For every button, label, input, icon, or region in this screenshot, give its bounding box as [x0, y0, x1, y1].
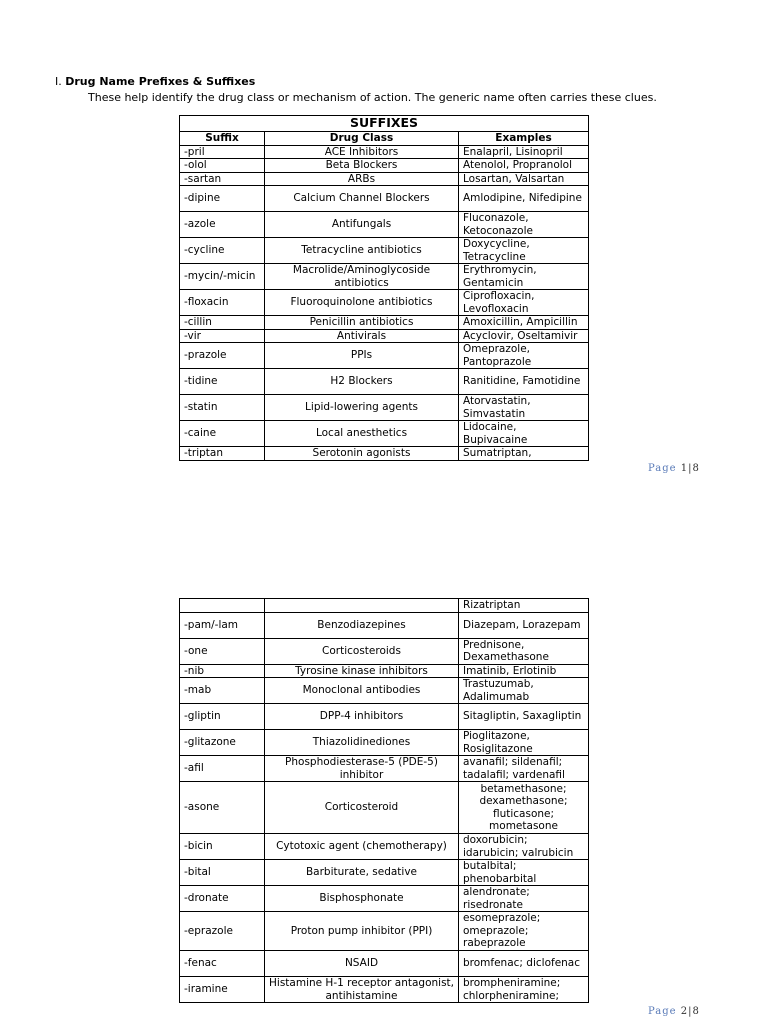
- suffix-cell: [180, 599, 265, 613]
- table-row: [180, 264, 589, 290]
- table-row: [180, 369, 589, 395]
- suffix-cell: -bicin: [180, 834, 265, 860]
- examples-cell: Doxycycline, Tetracycline: [459, 238, 589, 264]
- suffix-cell: -prazole: [180, 343, 265, 369]
- drug-class-cell: ARBs: [265, 172, 459, 186]
- table-row: [180, 730, 589, 756]
- drug-class-cell: Benzodiazepines: [265, 612, 459, 638]
- examples-cell: Rizatriptan: [459, 599, 589, 613]
- table-row: [180, 664, 589, 678]
- drug-class-cell: Penicillin antibiotics: [265, 316, 459, 330]
- examples-cell: Acyclovir, Oseltamivir: [459, 329, 589, 343]
- examples-cell: Prednisone, Dexamethasone: [459, 638, 589, 664]
- table-row: [180, 977, 589, 1003]
- suffix-cell: -iramine: [180, 977, 265, 1003]
- page-total: 8: [692, 1006, 700, 1017]
- examples-cell: Amlodipine, Nifedipine: [459, 186, 589, 212]
- examples-cell: Diazepam, Lorazepam: [459, 612, 589, 638]
- table-row: [180, 395, 589, 421]
- section-title: Drug Name Prefixes & Suffixes: [65, 75, 256, 88]
- suffix-cell: -azole: [180, 212, 265, 238]
- table-row: [180, 186, 589, 212]
- drug-class-cell: Calcium Channel Blockers: [265, 186, 459, 212]
- drug-class-cell: DPP-4 inhibitors: [265, 704, 459, 730]
- table-row: [180, 447, 589, 461]
- examples-cell: Omeprazole, Pantoprazole: [459, 343, 589, 369]
- suffix-cell: -olol: [180, 159, 265, 173]
- drug-class-cell: Monoclonal antibodies: [265, 678, 459, 704]
- table-row: [180, 343, 589, 369]
- suffix-cell: -tidine: [180, 369, 265, 395]
- drug-class-cell: Proton pump inhibitor (PPI): [265, 912, 459, 951]
- suffix-cell: -triptan: [180, 447, 265, 461]
- drug-class-cell: Corticosteroids: [265, 638, 459, 664]
- examples-cell: butalbital; phenobarbital: [459, 860, 589, 886]
- page-number-1: Page 1|8: [648, 463, 700, 474]
- table-row: [180, 172, 589, 186]
- page-label: Page: [648, 463, 677, 474]
- suffix-cell: -floxacin: [180, 290, 265, 316]
- drug-class-cell: Thiazolidinediones: [265, 730, 459, 756]
- suffix-cell: -cillin: [180, 316, 265, 330]
- table-row: [180, 782, 589, 834]
- drug-class-cell: Tyrosine kinase inhibitors: [265, 664, 459, 678]
- drug-class-cell: Tetracycline antibiotics: [265, 238, 459, 264]
- drug-class-cell: Fluoroquinolone antibiotics: [265, 290, 459, 316]
- suffix-cell: -dronate: [180, 886, 265, 912]
- examples-cell: esomeprazole; omeprazole; rabeprazole: [459, 912, 589, 951]
- drug-class-cell: Beta Blockers: [265, 159, 459, 173]
- examples-cell: Trastuzumab, Adalimumab: [459, 678, 589, 704]
- drug-class-cell: PPIs: [265, 343, 459, 369]
- column-header-drug-class: Drug Class: [265, 132, 459, 146]
- examples-cell: Enalapril, Lisinopril: [459, 145, 589, 159]
- table-row: [180, 912, 589, 951]
- drug-class-cell: ACE Inhibitors: [265, 145, 459, 159]
- drug-class-cell: H2 Blockers: [265, 369, 459, 395]
- table-row: [180, 212, 589, 238]
- examples-cell: Amoxicillin, Ampicillin: [459, 316, 589, 330]
- drug-class-cell: Antifungals: [265, 212, 459, 238]
- suffix-cell: -statin: [180, 395, 265, 421]
- table-caption: SUFFIXES: [180, 116, 589, 132]
- drug-class-cell: Lipid-lowering agents: [265, 395, 459, 421]
- section-number: I.: [55, 75, 62, 88]
- examples-cell: avanafil; sildenafil; tadalafil; vardenafil: [459, 756, 589, 782]
- suffix-cell: -one: [180, 638, 265, 664]
- table-row: [180, 159, 589, 173]
- drug-class-cell: Histamine H-1 receptor antagonist, antihistamine: [265, 977, 459, 1003]
- drug-class-cell: Corticosteroid: [265, 782, 459, 834]
- examples-cell: Pioglitazone, Rosiglitazone: [459, 730, 589, 756]
- examples-cell: doxorubicin; idarubicin; valrubicin: [459, 834, 589, 860]
- drug-class-cell: NSAID: [265, 951, 459, 977]
- examples-cell: bromfenac; diclofenac: [459, 951, 589, 977]
- examples-cell: alendronate; risedronate: [459, 886, 589, 912]
- examples-cell: Erythromycin, Gentamicin: [459, 264, 589, 290]
- drug-class-cell: Local anesthetics: [265, 421, 459, 447]
- suffix-cell: -asone: [180, 782, 265, 834]
- page-label: Page: [648, 1006, 677, 1017]
- table-row: [180, 756, 589, 782]
- table-row: [180, 238, 589, 264]
- examples-cell: Atorvastatin, Simvastatin: [459, 395, 589, 421]
- page-current: 1: [680, 463, 689, 474]
- suffix-cell: -afil: [180, 756, 265, 782]
- table-row: [180, 612, 589, 638]
- table-row: [180, 290, 589, 316]
- suffix-cell: -nib: [180, 664, 265, 678]
- suffix-cell: -fenac: [180, 951, 265, 977]
- suffix-cell: -eprazole: [180, 912, 265, 951]
- table-row: [180, 951, 589, 977]
- table-row: [180, 834, 589, 860]
- drug-class-cell: Bisphosphonate: [265, 886, 459, 912]
- drug-class-cell: Antivirals: [265, 329, 459, 343]
- page-total: 8: [692, 463, 700, 474]
- suffix-cell: -mab: [180, 678, 265, 704]
- suffix-cell: -pam/-lam: [180, 612, 265, 638]
- table-row: [180, 316, 589, 330]
- examples-cell: Ranitidine, Famotidine: [459, 369, 589, 395]
- suffix-cell: -pril: [180, 145, 265, 159]
- suffix-cell: -dipine: [180, 186, 265, 212]
- table-row: [180, 704, 589, 730]
- examples-cell: Fluconazole, Ketoconazole: [459, 212, 589, 238]
- table-row: [180, 678, 589, 704]
- page-current: 2: [680, 1006, 689, 1017]
- suffix-cell: -sartan: [180, 172, 265, 186]
- table-row: [180, 145, 589, 159]
- table-row: [180, 886, 589, 912]
- table-row: [180, 638, 589, 664]
- column-header-examples: Examples: [459, 132, 589, 146]
- table-row: [180, 329, 589, 343]
- suffix-table-page-1: [179, 115, 589, 461]
- section-heading: [55, 75, 255, 88]
- suffix-cell: -mycin/-micin: [180, 264, 265, 290]
- drug-class-cell: [265, 599, 459, 613]
- column-header-suffix: Suffix: [180, 132, 265, 146]
- examples-cell: Sitagliptin, Saxagliptin: [459, 704, 589, 730]
- drug-class-cell: Phosphodiesterase-5 (PDE-5) inhibitor: [265, 756, 459, 782]
- table-row: [180, 860, 589, 886]
- suffix-table-page-2: [179, 598, 589, 1003]
- suffix-cell: -glitazone: [180, 730, 265, 756]
- drug-class-cell: Serotonin agonists: [265, 447, 459, 461]
- page-number-2: Page 2|8: [648, 1006, 700, 1017]
- table-row: [180, 599, 589, 613]
- suffix-cell: -cycline: [180, 238, 265, 264]
- examples-cell: Ciprofloxacin, Levofloxacin: [459, 290, 589, 316]
- suffix-cell: -bital: [180, 860, 265, 886]
- drug-class-cell: Macrolide/Aminoglycoside antibiotics: [265, 264, 459, 290]
- drug-class-cell: Cytotoxic agent (chemotherapy): [265, 834, 459, 860]
- examples-cell: Lidocaine, Bupivacaine: [459, 421, 589, 447]
- suffix-cell: -gliptin: [180, 704, 265, 730]
- examples-cell: brompheniramine; chlorpheniramine;: [459, 977, 589, 1003]
- intro-text: These help identify the drug class or mechanism of action. The generic name often carries these clues.: [88, 91, 657, 104]
- suffix-cell: -caine: [180, 421, 265, 447]
- suffix-cell: -vir: [180, 329, 265, 343]
- examples-cell: Losartan, Valsartan: [459, 172, 589, 186]
- examples-cell: Imatinib, Erlotinib: [459, 664, 589, 678]
- table-row: [180, 421, 589, 447]
- examples-cell: Sumatriptan,: [459, 447, 589, 461]
- drug-class-cell: Barbiturate, sedative: [265, 860, 459, 886]
- examples-cell: betamethasone; dexamethasone; fluticasone; mometasone: [459, 782, 589, 834]
- examples-cell: Atenolol, Propranolol: [459, 159, 589, 173]
